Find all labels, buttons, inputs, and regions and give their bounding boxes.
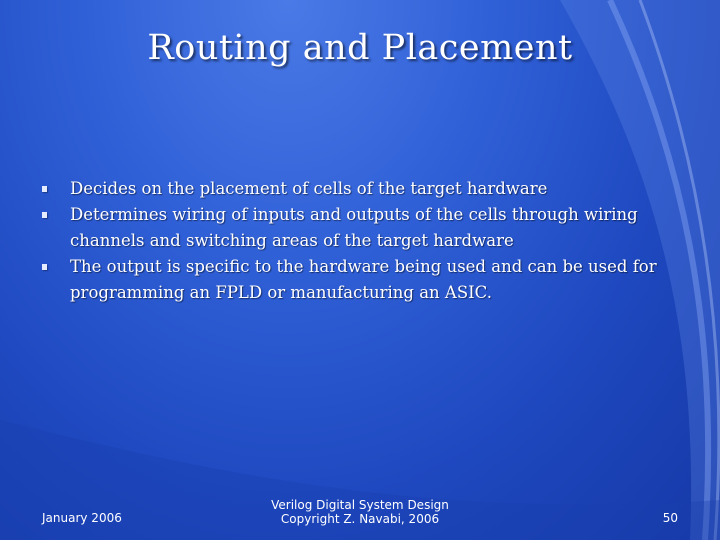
bullet-item	[40, 202, 680, 254]
footer-course-title: Verilog Digital System Design	[271, 498, 449, 512]
bullet-text: The output is specific to the hardware being used and can be used for programming an FPLD or manufacturing an ASIC.	[70, 257, 657, 302]
slide-title: Routing and Placement	[147, 28, 573, 68]
bullet-text: Determines wiring of inputs and outputs of the cells through wiring channels and switching areas of the target hardware	[70, 205, 638, 250]
bullet-text: Decides on the placement of cells of the target hardware	[70, 179, 548, 198]
footer-copyright	[210, 498, 510, 526]
bullet-square-icon	[42, 186, 47, 192]
footer-copyright-line: Copyright Z. Navabi, 2006	[280, 512, 440, 526]
bullet-square-icon	[42, 212, 47, 218]
bullet-item	[40, 176, 680, 202]
bullet-list	[40, 176, 680, 306]
page-number: 50	[662, 511, 678, 525]
footer-date: January 2006	[42, 511, 122, 525]
bullet-item	[40, 254, 680, 306]
bullet-square-icon	[42, 264, 47, 270]
